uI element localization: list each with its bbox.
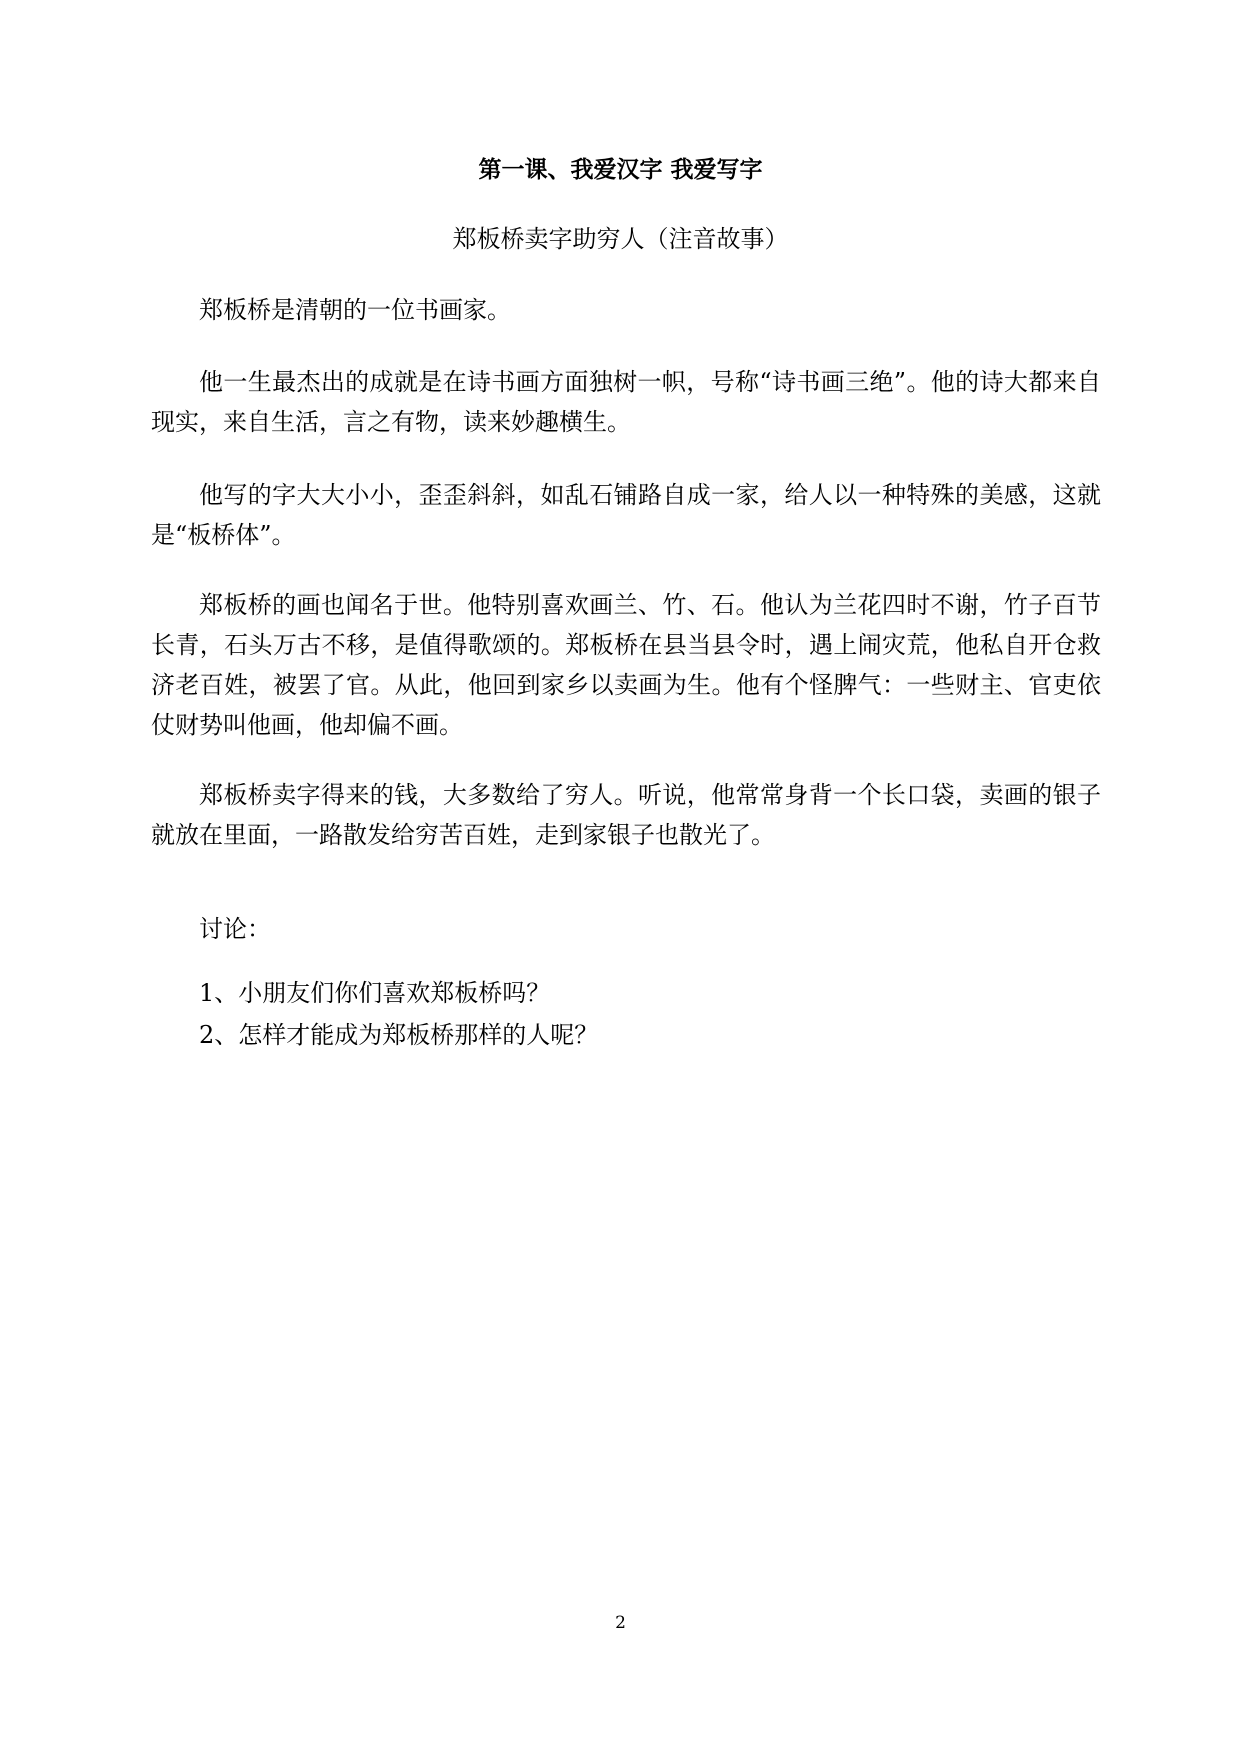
discussion-label: 讨论： [199, 915, 271, 943]
page-number: 2 [615, 1613, 626, 1633]
lesson-title: 第一课、我爱汉字 我爱写字 [478, 157, 763, 183]
story-title: 郑板桥卖字助穷人（注音故事） [452, 225, 789, 253]
paragraph: 郑板桥卖字得来的钱，大多数给了穷人。听说，他常常身背一个长口袋，卖画的银子就放在里面，一路散发给穷苦百姓，走到家银子也散光了。 [151, 781, 1101, 849]
discussion-question: 1、小朋友们你们喜欢郑板桥吗？ [199, 979, 551, 1007]
paragraph: 他写的字大大小小，歪歪斜斜，如乱石铺路自成一家，给人以一种特殊的美感，这就是“板桥体”。 [151, 481, 1101, 549]
story-body [151, 0, 1101, 1100]
paragraph: 他一生最杰出的成就是在诗书画方面独树一帜，号称“诗书画三绝”。他的诗大都来自现实，来自生活，言之有物，读来妙趣横生。 [151, 368, 1101, 436]
paragraph: 郑板桥是清朝的一位书画家。 [199, 296, 511, 324]
paragraph: 郑板桥的画也闻名于世。他特别喜欢画兰、竹、石。他认为兰花四时不谢，竹子百节长青，石头万古不移，是值得歌颂的。郑板桥在县当县令时，遇上闹灾荒，他私自开仓救济老百姓，被罢了官。从此，他回到家乡以卖画为生。他有个怪脾气：一些财主、官吏依仗财势叫他画，他却偏不画。 [151, 591, 1101, 739]
discussion-question: 2、怎样才能成为郑板桥那样的人呢？ [199, 1021, 599, 1049]
